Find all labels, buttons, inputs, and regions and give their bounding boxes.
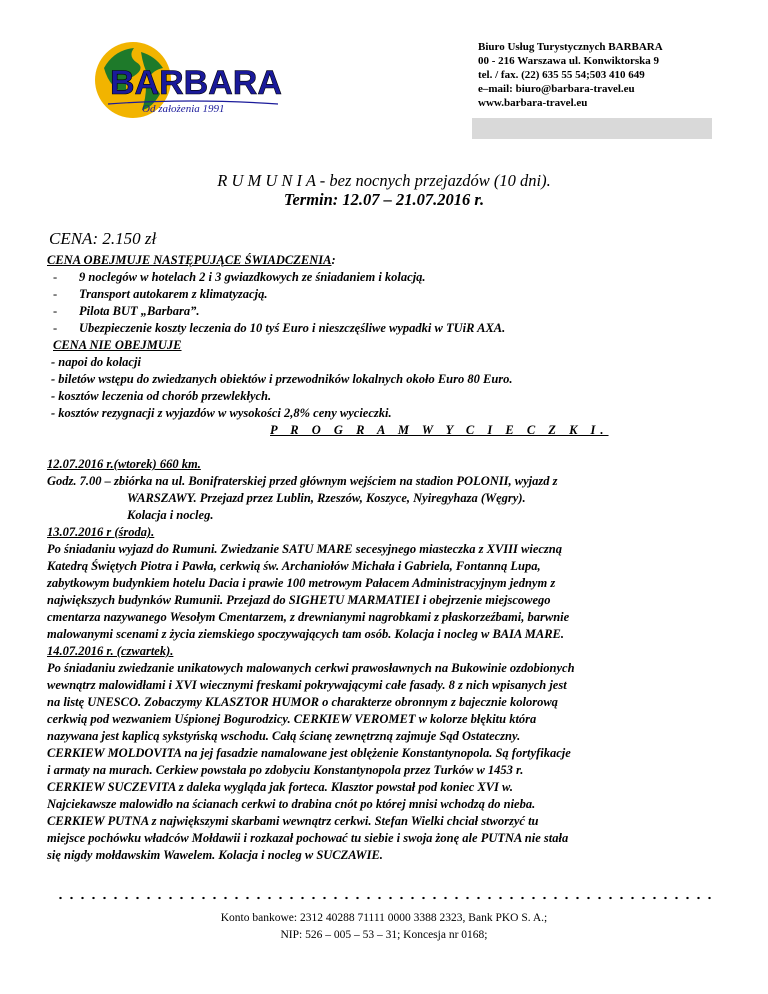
day-text: nazywana jest kaplicą sykstyńską wschodu. Całą ścianę zewnętrzną zajmuje Sąd Ostateczny. xyxy=(47,729,521,743)
trip-price: CENA: 2.150 zł xyxy=(49,229,157,248)
day-text: się nigdy mołdawskim Wawelem. Kolacja i nocleg w SUCZAWIE. xyxy=(47,848,383,862)
document-body xyxy=(47,252,727,864)
day-text: miejsce pochówku władców Mołdawii i rozkazał pochować tu siebie i swoja żonę ale PUTNA nie stała xyxy=(47,831,569,845)
day-date: 13.07.2016 r (środa). xyxy=(47,525,155,539)
company-name: Biuro Usług Turystycznych BARBARA xyxy=(478,41,663,53)
excluded-item: - napoi do kolacji xyxy=(51,355,141,369)
excluded-item: - biletów wstępu do zwiedzanych obiektów i przewodników lokalnych około Euro 80 Euro. xyxy=(51,372,513,386)
trip-title: R U M U N I A - bez nocnych przejazdów (10 dni). xyxy=(217,171,551,190)
day-text: i armaty na murach. Cerkiew powstała po zdobyciu Konstantynopola przez Turków w 1453 r. xyxy=(47,763,524,777)
day-text: cmentarza nazywanego Wesołym Cmentarzem, z drewnianymi nagrobkami z płaskorzeźbami, barwnie xyxy=(47,610,570,624)
day-text: największych budynków Rumunii. Przejazd do SIGHETU MARMATIEI i obejrzenie miejscowego xyxy=(47,593,551,607)
company-address: 00 - 216 Warszawa ul. Konwiktorska 9 xyxy=(478,55,660,67)
day-text: na listę UNESCO. Zobaczymy KLASZTOR HUMOR o charakterze obronnym z bajecznie kolorową xyxy=(47,695,558,709)
day-text: Godz. 7.00 – zbiórka na ul. Bonifraterskiej przed głównym wejściem na stadion POLONII, wyjazd z xyxy=(47,474,558,488)
day-text: Po śniadaniu zwiedzanie unikatowych malowanych cerkwi prawosławnych na Bukowinie ozdobionych xyxy=(47,661,575,675)
globe-logo-icon xyxy=(86,38,286,122)
program-heading: P R O G R A M W Y C I E C Z K I. xyxy=(270,423,609,437)
day-text: Katedrą Świętych Piotra i Pawła, cerkwią św. Archaniołów Michała i Gabriela, Fontanną Lupa, xyxy=(47,559,541,573)
day-text: CERKIEW MOLDOVITA na jej fasadzie namalowane jest oblężenie Konstantynopola. Są fortyfikacje xyxy=(47,746,571,760)
included-item: - Transport autokarem z klimatyzacją. xyxy=(53,287,268,301)
day-text: Po śniadaniu wyjazd do Rumuni. Zwiedzanie SATU MARE secesyjnego miasteczka z XVIII wieczną xyxy=(47,542,563,556)
logo-tagline: Od założenia 1991 xyxy=(142,103,225,115)
footer-dotted-divider xyxy=(55,895,715,901)
day-text: CERKIEW PUTNA z największymi skarbami wewnątrz cerkwi. Stefan Wielki chciał stworzyć tu xyxy=(47,814,539,828)
excluded-heading: CENA NIE OBEJMUJE xyxy=(53,338,182,352)
day-text: CERKIEW SUCZEVITA z daleka wygląda jak forteca. Klasztor powstał pod koniec XVI w. xyxy=(47,780,514,794)
day-date: 14.07.2016 r. (czwartek). xyxy=(47,644,174,658)
day-text: Najciekawsze malowidło na ścianach cerkwi to drabina cnót po której mnisi wchodzą do nieba. xyxy=(47,797,536,811)
trip-dates: Termin: 12.07 – 21.07.2016 r. xyxy=(283,190,485,209)
day-date: 12.07.2016 r.(wtorek) 660 km. xyxy=(47,457,201,471)
company-email: e–mail: biuro@barbara-travel.eu xyxy=(478,83,635,95)
included-item: - 9 noclegów w hotelach 2 i 3 gwiazdkowych ze śniadaniem i kolacją. xyxy=(53,270,426,284)
company-website: www.barbara-travel.eu xyxy=(478,97,588,109)
footer-tax-license: NIP: 526 – 005 – 53 – 31; Koncesja nr 0168; xyxy=(280,929,488,941)
day-text: wewnątrz malowidłami i XVI wiecznymi freskami pokrywającymi całe fasady. 8 z nich wpisanych jest xyxy=(47,678,567,692)
header-gray-band xyxy=(472,118,712,139)
company-phone: tel. / fax. (22) 635 55 54;503 410 649 xyxy=(478,69,645,81)
included-item: - Ubezpieczenie koszty leczenia do 10 tyś Euro i nieszczęśliwe wypadki w TUiR AXA. xyxy=(53,321,506,335)
day-text: WARSZAWY. Przejazd przez Lublin, Rzeszów, Koszyce, Nyiregyhaza (Węgry). xyxy=(127,491,526,505)
included-heading: CENA OBEJMUJE NASTĘPUJĄCE ŚWIADCZENIA: xyxy=(47,253,336,267)
included-item: - Pilota BUT „Barbara”. xyxy=(53,304,200,318)
company-info xyxy=(478,40,663,110)
day-text: malowanymi scenami z życia ziemskiego spoczywających tam osób. Kolacja i nocleg w BAIA MARE. xyxy=(47,627,565,641)
footer-bank-account: Konto bankowe: 2312 40288 71111 0000 3388 2323, Bank PKO S. A.; xyxy=(220,912,548,924)
barbara-logo xyxy=(86,38,286,122)
day-text: Kolacja i nocleg. xyxy=(127,508,214,522)
day-text: zabytkowym budynkiem hotelu Dacia i prawie 100 metrowym Pałacem Administracyjnym jednym z xyxy=(47,576,556,590)
logo-wordmark: BARBARA xyxy=(110,64,282,102)
day-text: cerkwią pod wezwaniem Uśpionej Bogurodzicy. CERKIEW VEROMET w kolorze błękitu która xyxy=(47,712,537,726)
excluded-item: - kosztów rezygnacji z wyjazdów w wysokości 2,8% ceny wycieczki. xyxy=(51,406,392,420)
excluded-item: - kosztów leczenia od chorób przewlekłych. xyxy=(51,389,272,403)
